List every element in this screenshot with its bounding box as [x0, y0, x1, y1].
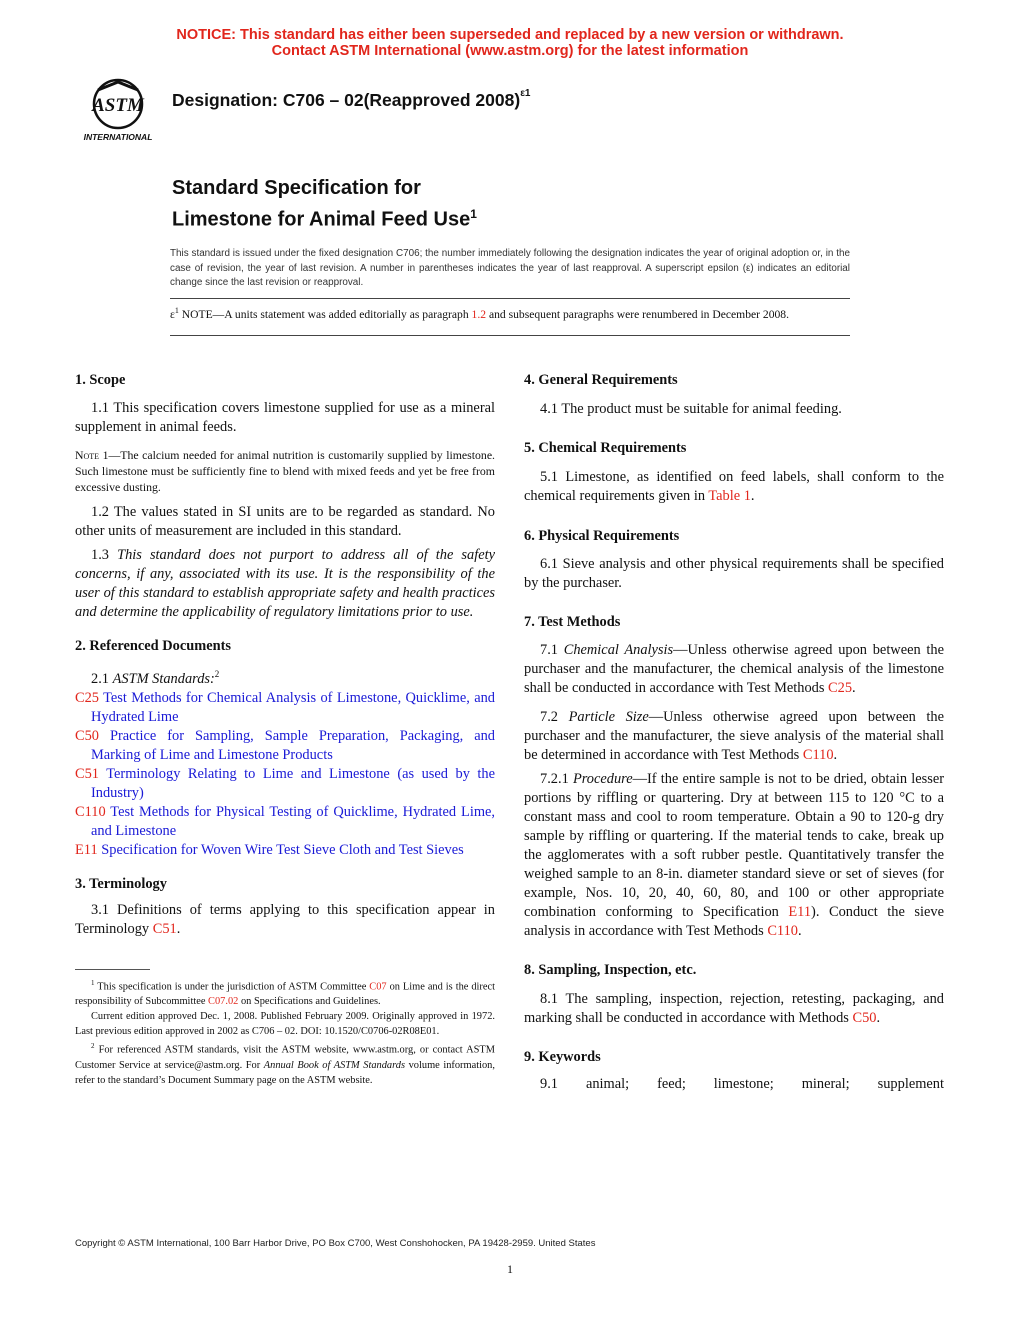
ref-e11[interactable]: E11 Specification for Woven Wire Test Sieve Cloth and Test Sieves	[75, 841, 464, 858]
section-8-heading: 8. Sampling, Inspection, etc.	[524, 962, 697, 978]
para-1-2: 1.2 The values stated in SI units are to be regarded as standard. No other units of measurement are included in this standard.	[75, 504, 495, 539]
table-1-link[interactable]: Table 1	[708, 488, 751, 504]
para-8-1: 8.1 The sampling, inspection, rejection, retesting, packaging, and marking shall be conducted in accordance with Methods C50.	[524, 991, 944, 1026]
footnote-1: $^1$ This specification is under the jurisdiction of ASTM Committee C07 on Lime and is the direct responsibility of Subcommittee C07.02 on Specifications and Guidelines.	[75, 978, 496, 1008]
section-1-heading: 1. Scope	[75, 372, 126, 388]
footnote-separator	[75, 969, 150, 970]
para-3-1: 3.1 Definitions of terms applying to this specification appear in Terminology C51.	[75, 901, 495, 937]
c25-link[interactable]: C25	[828, 680, 853, 696]
left-column	[75, 371, 495, 1088]
ref-c50[interactable]: C50 Practice for Sampling, Sample Preparation, Packaging, and Marking of Lime and Limestone Products	[75, 727, 495, 763]
c07-link[interactable]: C07	[369, 981, 387, 993]
section-3-heading: 3. Terminology	[75, 875, 167, 892]
logo-subtext: INTERNATIONAL	[83, 132, 153, 142]
section-7-heading: 7. Test Methods	[524, 614, 621, 630]
para-7-1: 7.1 Chemical Analysis—Unless otherwise agreed upon between the purchaser and the manufacturer, the chemical analysis of the limestone shall be conducted in accordance with Test Methods C25.	[524, 642, 944, 696]
ref-c25[interactable]: C25 Test Methods for Chemical Analysis of Limestone, Quicklime, and Hydrated Lime	[75, 689, 495, 725]
document-title	[172, 175, 477, 233]
section-6-heading: 6. Physical Requirements	[524, 528, 680, 544]
c07-02-link[interactable]: C07.02	[208, 996, 239, 1008]
para-5-1: 5.1 Limestone, as identified on feed labels, shall conform to the chemical requirements given in Table 1.	[524, 469, 944, 504]
divider-bottom	[170, 335, 850, 336]
para-1-2-link[interactable]: 1.2	[471, 307, 487, 321]
footnote-1-edition: Current edition approved Dec. 1, 2008. Published February 2009. Originally approved in 1972. Last previous edition approved in 2002 as C706 – 02. DOI: 10.1520/C0706-02R08E01.	[75, 1010, 495, 1037]
ref-c51[interactable]: C51 Terminology Relating to Lime and Limestone (as used by the Industry)	[75, 765, 495, 801]
astm-logo-icon	[74, 78, 162, 144]
section-2-heading: 2. Referenced Documents	[75, 638, 231, 654]
para-4-1: 4.1 The product must be suitable for animal feeding.	[540, 401, 842, 417]
notice-line-2: Contact ASTM International (www.astm.org) for the latest information	[271, 43, 749, 59]
divider-top	[170, 298, 850, 299]
issued-statement: This standard is issued under the fixed designation C706; the number immediately following the designation indicates the year of original adoption or, in the case of revision, the year of last revision. A number in parentheses indicates the year of last reapproval. A superscript epsilon (ε) indicates an editorial change since the last revision or reapproval.	[170, 248, 850, 288]
notice-line-1: NOTICE: This standard has either been superseded and replaced by a new version or withdrawn.	[176, 27, 844, 43]
notice-banner	[0, 27, 1020, 59]
para-7-2-1: 7.2.1 Procedure—If the entire sample is not to be dried, obtain lesser portions by riffling or quartering. Dry at between 115 to 120 °C to a constant mass and cool to room temperature. Obtain a 90 to 120-g dry sample by riffling or quartering. If the material tends to cake, break up the agglomerates with a soft rubber pestle. Quantitatively transfer the weighed sample to an 8-in. diameter standard sieve or set of sieves (for example, Nos. 10, 20, 40, 60, 80, and 100 or other appropriate combination conforming to Specification E11). Conduct the sieve analysis in accordance with Test Methods C110.	[524, 771, 944, 939]
title-line-2: Limestone for Animal Feed Use$^1$	[172, 207, 477, 231]
section-9-heading: 9. Keywords	[524, 1049, 601, 1065]
para-1-3: 1.3 This standard does not purport to address all of the safety concerns, if any, associated with its use. It is the responsibility of the user of this standard to establish appropriate safety and health practices and determine the applicability of regulatory limitations prior to use.	[75, 547, 495, 620]
note-1: Note 1—The calcium needed for animal nutrition is customarily supplied by limestone. Such limestone must be sufficiently fine to blend with mixed feeds and yet be free from excessive dusting.	[75, 448, 496, 494]
c110-link-2[interactable]: C110	[767, 923, 798, 939]
logo-text: ASTM	[92, 95, 144, 116]
footnote-2: $^2$ For referenced ASTM standards, visit the ASTM website, www.astm.org, or contact ASTM Customer Service at service@astm.org. For Annual Book of ASTM Standards volume information, refer to the standard’s Document Summary page on the ASTM website.	[75, 1042, 495, 1086]
right-column	[524, 371, 944, 1094]
designation: Designation: C706 – 02(Reapproved 2008)$^{\varepsilon 1}$	[172, 88, 531, 110]
ref-c110[interactable]: C110 Test Methods for Physical Testing of Quicklime, Hydrated Lime, and Limestone	[75, 803, 495, 839]
title-line-1: Standard Specification for	[172, 177, 421, 199]
copyright-footer: Copyright © ASTM International, 100 Barr Harbor Drive, PO Box C700, West Conshohocken, PA 19428-2959. United States	[75, 1238, 596, 1249]
e11-link[interactable]: E11	[788, 904, 812, 920]
c50-link[interactable]: C50	[852, 1010, 877, 1026]
para-9-1: 9.1 animal; feed; limestone; mineral; supplement	[540, 1076, 944, 1092]
para-2-1: 2.1 ASTM Standards:$^2$	[91, 669, 220, 687]
page-number: 1	[507, 1262, 513, 1276]
c51-link[interactable]: C51	[152, 920, 177, 937]
section-4-heading: 4. General Requirements	[524, 372, 678, 388]
para-1-1: 1.1 This specification covers limestone supplied for use as a mineral supplement in animal feeds.	[75, 400, 495, 435]
c110-link[interactable]: C110	[802, 747, 834, 763]
section-5-heading: 5. Chemical Requirements	[524, 440, 687, 456]
para-6-1: 6.1 Sieve analysis and other physical requirements shall be specified by the purchaser.	[524, 556, 944, 591]
epsilon-note: $\varepsilon^1$ NOTE—A units statement was added editorially as paragraph 1.2 and subsequent paragraphs were renumbered in December 2008.	[170, 306, 789, 321]
astm-logo	[74, 78, 162, 144]
para-7-2: 7.2 Particle Size—Unless otherwise agreed upon between the purchaser and the manufacturer, the sieve analysis of the material shall be determined in accordance with Test Methods C110.	[524, 709, 944, 763]
